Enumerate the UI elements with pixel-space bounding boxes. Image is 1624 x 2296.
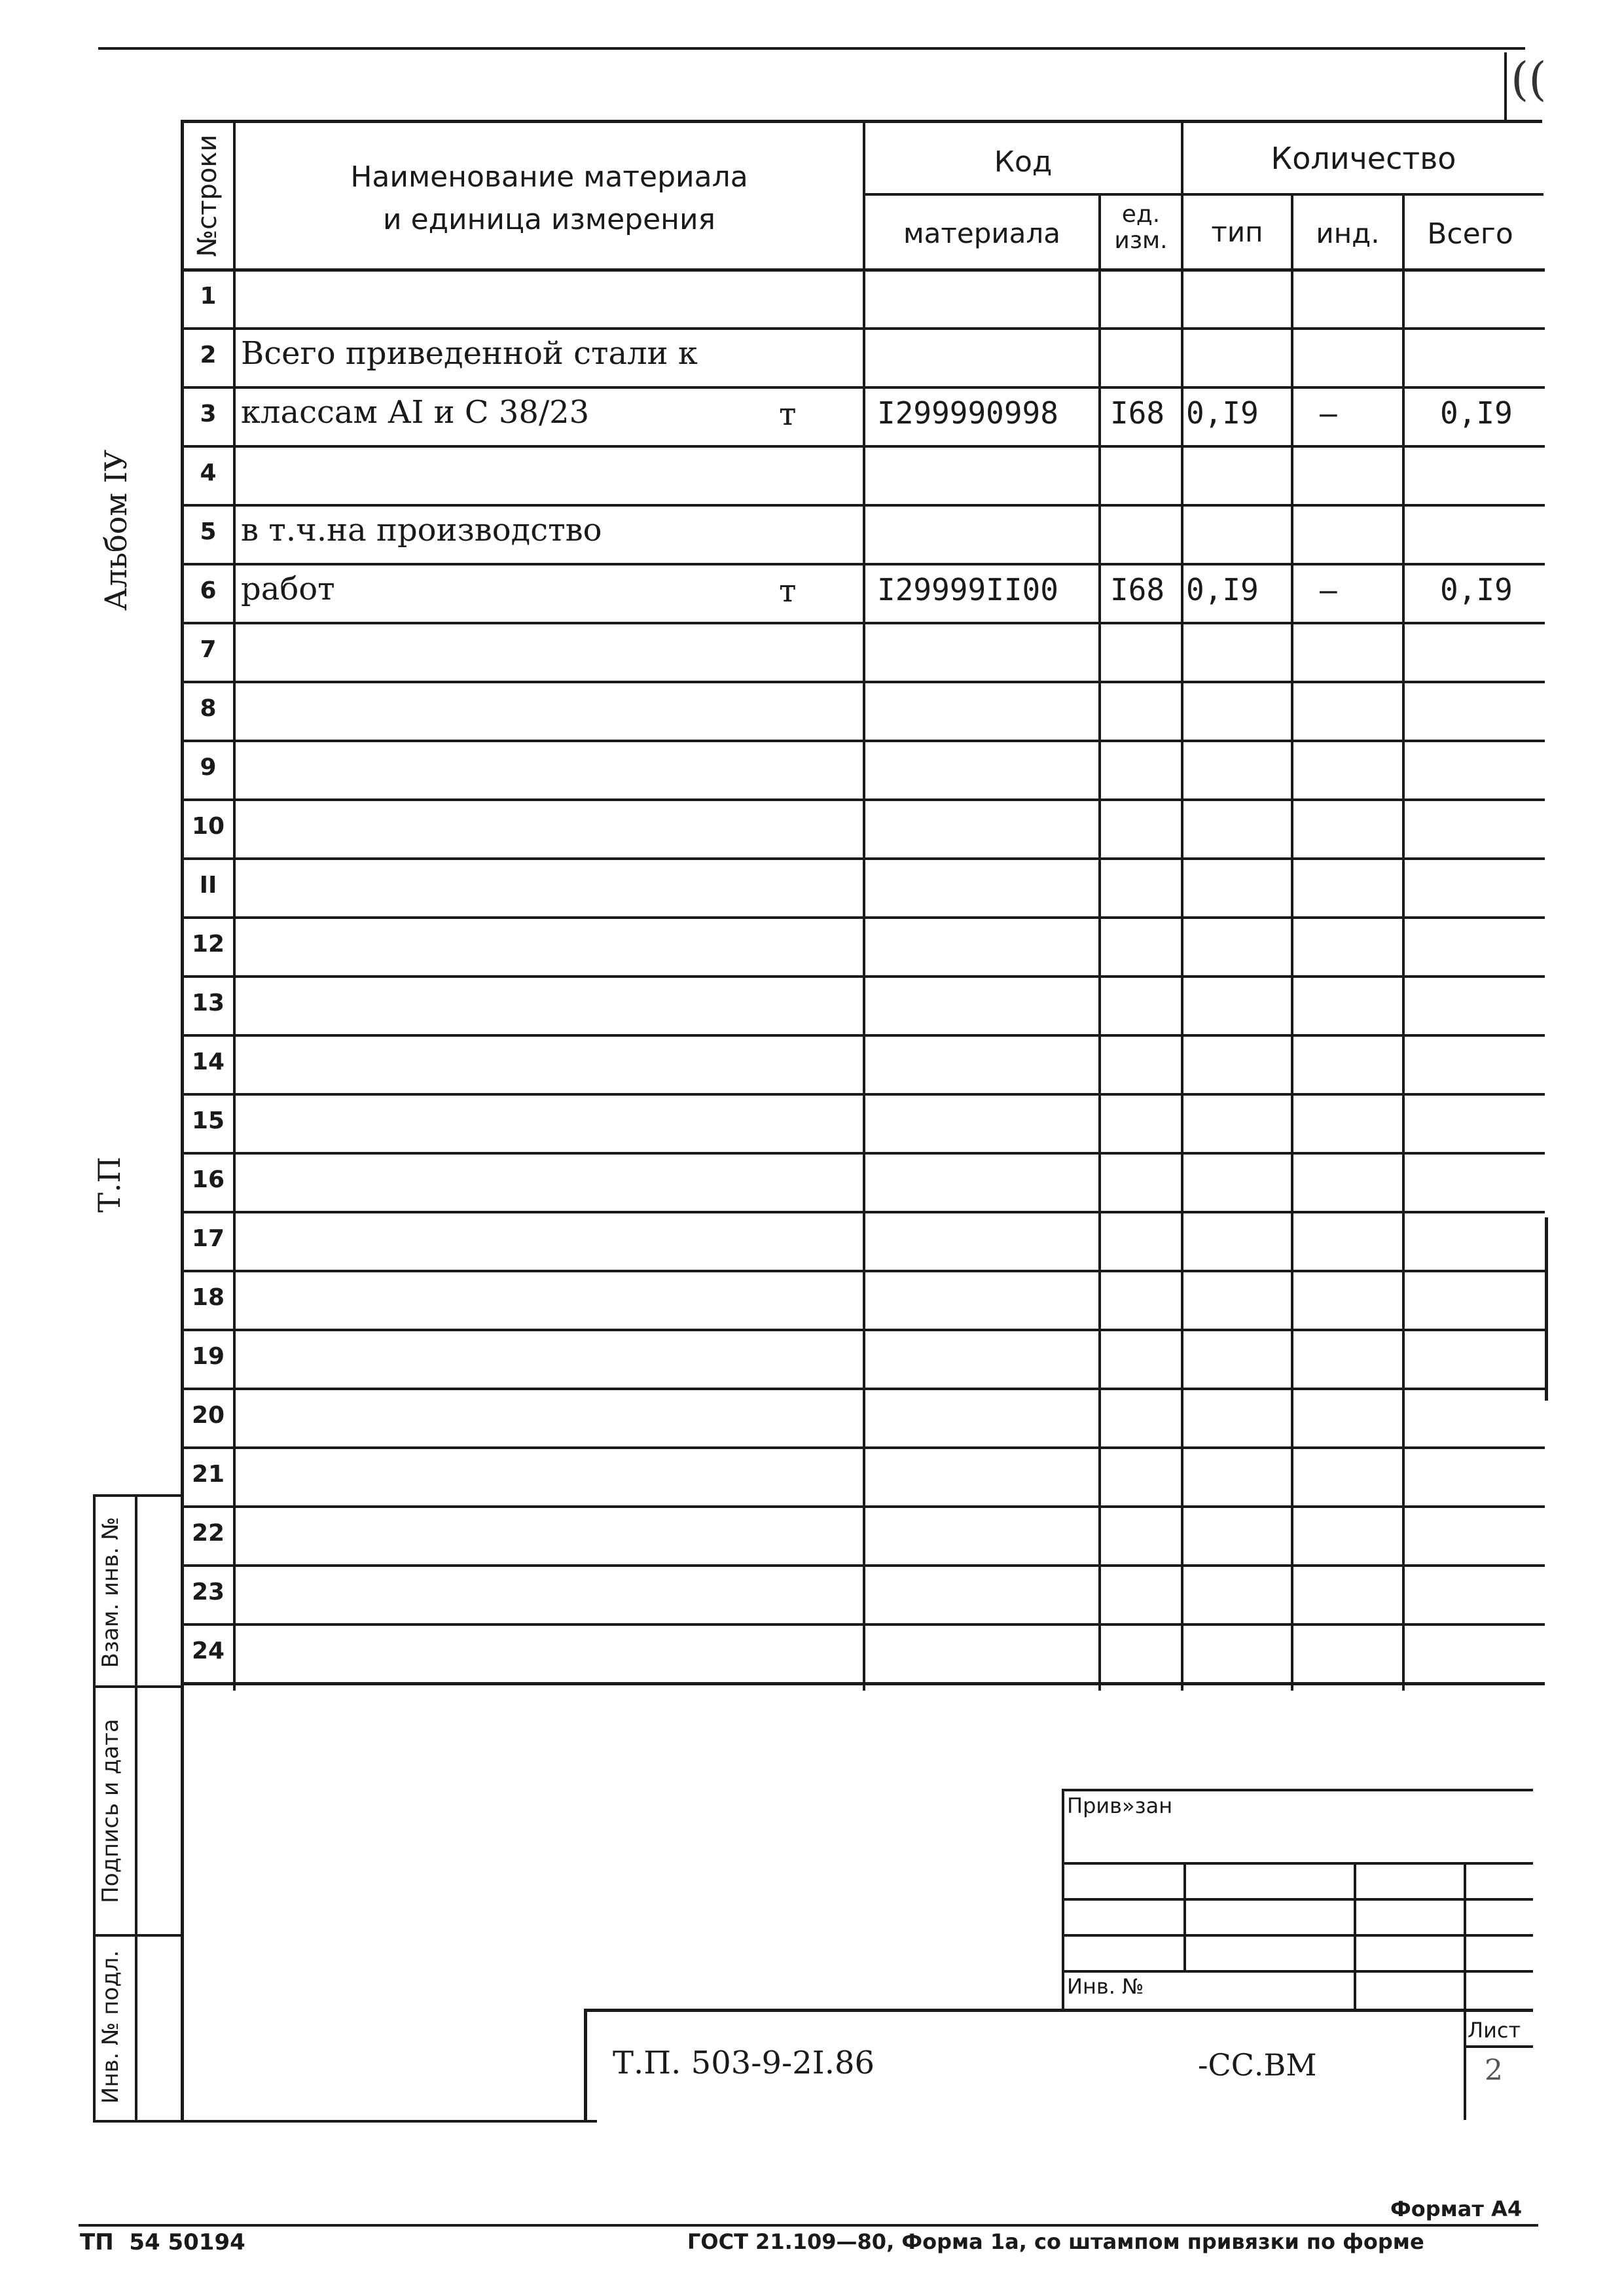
vzam-inv-label: Взам. инв. № xyxy=(98,1516,124,1668)
row-line-21 xyxy=(181,1505,1545,1508)
row-number: 12 xyxy=(191,931,225,958)
row-line-22 xyxy=(181,1564,1545,1567)
row-6-qty-type: 0,I9 xyxy=(1186,572,1259,607)
row-line-16 xyxy=(181,1211,1545,1213)
row-number: 1 xyxy=(200,283,217,310)
format-label: Формат А4 xyxy=(1390,2197,1523,2221)
header-unit-line2: изм. xyxy=(1114,227,1168,254)
header-bottom-border xyxy=(181,268,1545,272)
row-number: II xyxy=(199,872,217,899)
row-line-6 xyxy=(181,622,1545,624)
margin-sep-1 xyxy=(93,1685,183,1688)
footer-doc-code: ТП 54 50194 xyxy=(80,2229,245,2255)
row-line-4 xyxy=(181,504,1545,507)
header-unit-line1: ед. xyxy=(1121,201,1161,228)
row-3-qty-type: 0,I9 xyxy=(1186,395,1259,431)
stamp-grid-4 xyxy=(1062,1970,1533,1973)
row-3-unit-code: I68 xyxy=(1110,395,1165,431)
header-qty-ind: инд. xyxy=(1316,217,1380,249)
header-quantity: Количество xyxy=(1271,141,1456,176)
corner-bracket xyxy=(1504,52,1507,121)
title-block-left xyxy=(584,2009,587,2123)
row-number: 17 xyxy=(191,1225,225,1252)
row-number: 5 xyxy=(200,518,217,545)
row-3-qty-ind: – xyxy=(1320,396,1337,431)
top-rule xyxy=(98,47,1525,50)
row-6-unit: т xyxy=(779,573,797,609)
sheet-sep xyxy=(1464,2045,1533,2048)
row-number: 18 xyxy=(191,1284,225,1311)
row-line-17 xyxy=(181,1270,1545,1272)
row-line-5 xyxy=(181,563,1545,565)
margin-top-border xyxy=(93,1494,183,1497)
stamp-grid-1 xyxy=(1062,1862,1533,1865)
album-label: Альбом IУ xyxy=(98,449,134,611)
row-line-15 xyxy=(181,1152,1545,1155)
col-code-border xyxy=(1098,193,1101,1691)
row-5-name: в т.ч.на производство xyxy=(241,512,602,548)
footer-gost: ГОСТ 21.109—80, Форма 1а, со штампом привязки по форме xyxy=(687,2229,1424,2254)
row-number: 13 xyxy=(191,990,225,1016)
row-number: 15 xyxy=(191,1107,225,1134)
col-type-border xyxy=(1291,193,1293,1691)
sheet-label: Лист xyxy=(1468,2018,1521,2043)
doc-code: Т.П. 503-9-2I.86 xyxy=(613,2045,875,2081)
header-code-material: материала xyxy=(903,217,1060,249)
stamp-privyaz-top xyxy=(1062,1789,1533,1791)
row-number: 2 xyxy=(200,342,217,368)
row-line-11 xyxy=(181,916,1545,919)
row-3-name: классам АI и С 38/23 xyxy=(241,394,590,431)
row-line-18 xyxy=(181,1329,1545,1331)
podpis-data-label: Подпись и дата xyxy=(98,1719,124,1903)
header-mid-border xyxy=(863,193,1543,196)
row-number: 4 xyxy=(200,459,217,486)
col-name-border xyxy=(863,120,865,1691)
sheet-number: 2 xyxy=(1485,2054,1503,2087)
row-number: 21 xyxy=(191,1461,225,1488)
row-line-1 xyxy=(181,327,1545,330)
row-3-material-code: I299990998 xyxy=(877,395,1058,431)
header-top-border xyxy=(181,120,1542,123)
row-line-7 xyxy=(181,681,1545,683)
row-number: 3 xyxy=(200,401,217,427)
row-line-3 xyxy=(181,445,1545,448)
row-3-unit: т xyxy=(779,396,797,433)
row-number: 9 xyxy=(200,754,217,781)
col-unit-border xyxy=(1181,120,1183,1691)
right-edge-mark xyxy=(1545,1217,1548,1401)
stamp-grid-2 xyxy=(1062,1898,1533,1901)
header-qty-total: Всего xyxy=(1427,217,1513,251)
row-line-2 xyxy=(181,386,1545,389)
row-number: 10 xyxy=(191,813,225,840)
stamp-grid-3 xyxy=(1062,1934,1533,1937)
row-line-12 xyxy=(181,975,1545,978)
row-line-19 xyxy=(181,1388,1545,1390)
row-number: 24 xyxy=(191,1638,225,1664)
stamp-left-border xyxy=(181,1685,184,2123)
row-6-material-code: I29999II00 xyxy=(877,572,1058,607)
row-line-10 xyxy=(181,857,1545,860)
tp-label: Т.П xyxy=(92,1157,127,1213)
row-line-8 xyxy=(181,740,1545,742)
header-qty-type: тип xyxy=(1211,216,1263,248)
row-line-13 xyxy=(181,1034,1545,1037)
row-number: 8 xyxy=(200,695,217,722)
stamp-grid-v2 xyxy=(1354,1862,1356,2011)
row-6-qty-total: 0,I9 xyxy=(1440,572,1513,607)
row-number: 23 xyxy=(191,1579,225,1605)
row-6-name: работ xyxy=(241,571,335,607)
header-unit-code xyxy=(1101,202,1181,254)
stamp-grid-v3 xyxy=(1464,1862,1466,2120)
row-number: 19 xyxy=(191,1343,225,1370)
row-6-unit-code: I68 xyxy=(1110,572,1165,607)
inv-podl-label: Инв. № подл. xyxy=(98,1950,124,2104)
privyazan-label: Прив»зан xyxy=(1067,1793,1173,1818)
header-code: Код xyxy=(994,145,1053,179)
stamp-grid-v1 xyxy=(1183,1862,1186,1970)
header-name-line1: Наименование материала xyxy=(350,160,748,194)
row-2-name: Всего приведенной стали к xyxy=(241,335,698,372)
row-number: 6 xyxy=(200,577,217,604)
margin-mid-border xyxy=(135,1494,137,2123)
row-line-20 xyxy=(181,1446,1545,1449)
row-3-qty-total: 0,I9 xyxy=(1440,395,1513,431)
margin-bottom-border xyxy=(93,2120,597,2123)
col-ind-border xyxy=(1402,193,1405,1691)
doc-suffix: -СС.ВМ xyxy=(1198,2047,1317,2083)
margin-left-border xyxy=(93,1494,96,2123)
row-number: 20 xyxy=(191,1402,225,1429)
inv-no-label: Инв. № xyxy=(1067,1974,1144,1999)
header-row-number: №строки xyxy=(192,134,223,257)
corner-mark: (( xyxy=(1511,52,1547,106)
row-number: 22 xyxy=(191,1520,225,1547)
row-line-24 xyxy=(181,1682,1545,1685)
row-number: 7 xyxy=(200,636,217,663)
row-line-23 xyxy=(181,1623,1545,1626)
title-block-top xyxy=(584,2009,1533,2012)
row-line-14 xyxy=(181,1093,1545,1096)
row-number: 14 xyxy=(191,1049,225,1075)
row-6-qty-ind: – xyxy=(1320,573,1337,607)
header-name-line2: и единица измерения xyxy=(382,203,716,236)
row-line-9 xyxy=(181,798,1545,801)
footer-rule xyxy=(79,2224,1538,2227)
row-number: 16 xyxy=(191,1166,225,1193)
